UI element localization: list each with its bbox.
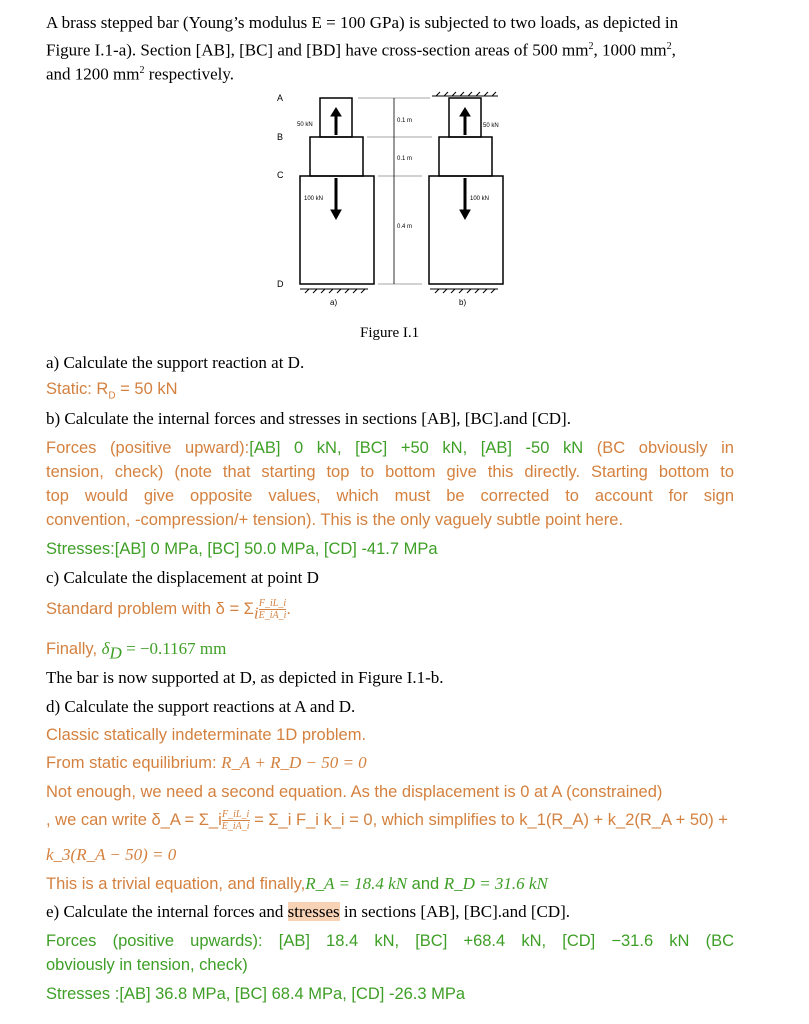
- answer-d-6: This is a trivial equation, and finally,R_A = 18.4 kN and R_D = 31.6 kN: [46, 874, 548, 893]
- load-label: 50 kN: [483, 123, 499, 129]
- dimension-label: 0.4 m: [397, 224, 413, 230]
- fraction: $\frac{F\_iL\_i}{E\_iA\_i}$: [221, 809, 250, 833]
- intro-line-3: and 1200 $mm^2$ respectively.: [46, 64, 235, 84]
- dimension-label: 0.1 m: [397, 156, 413, 162]
- answer-b-forces-2: tension, check) (note that starting top to bottom give this directly. Starting bottom to: [46, 463, 734, 481]
- load-label: 50 kN: [297, 122, 313, 128]
- fraction: $\frac{F\_iL\_i}{E\_iA\_i}$: [258, 598, 287, 622]
- answer-d-2: From static equilibrium: R_A + R_D − 50 = 0: [46, 753, 367, 772]
- question-b: b) Calculate the internal forces and stresses in sections [AB], [BC].and [CD].: [46, 409, 571, 428]
- dimension-label: 0.1 m: [397, 118, 413, 124]
- point-label: D: [277, 279, 284, 289]
- answer-b-forces-1: Forces (positive upward):[AB] 0 kN, [BC] +50 kN, [AB] -50 kN (BC obviously in: [46, 439, 734, 457]
- answer-b-forces-4: convention, -compression/+ tension). This is the only vaguely subtle point here.: [46, 511, 624, 529]
- answer-d-5: k_3(R_A − 50) = 0: [46, 845, 177, 864]
- answer-c-result: Finally, $\delta_D = -0.1167$ mm: [46, 639, 227, 663]
- question-e: e) Calculate the internal forces and stresses in sections [AB], [BC].and [CD].: [46, 902, 571, 921]
- point-label: A: [277, 93, 284, 103]
- question-a: a) Calculate the support reaction at D.: [46, 353, 305, 372]
- load-label: 100 kN: [304, 196, 324, 202]
- answer-e-forces-2: obviously in tension, check): [46, 956, 248, 974]
- load-label: 100 kN: [470, 196, 490, 202]
- answer-d-1: Classic statically indeterminate 1D problem.: [46, 726, 367, 744]
- subfigure-label: a): [330, 298, 338, 307]
- support-note: The bar is now supported at D, as depicted in Figure I.1-b.: [46, 668, 444, 687]
- question-d: d) Calculate the support reactions at A and D.: [46, 697, 356, 716]
- subfigure-label: b): [459, 298, 467, 307]
- answer-b-stresses: Stresses:[AB] 0 MPa, [BC] 50.0 MPa, [CD] -41.7 MPa: [46, 540, 438, 558]
- figure-stepped-bar: [250, 80, 520, 342]
- point-label: C: [277, 170, 284, 180]
- answer-b-forces-3: top would give opposite values, which must be corrected to account for sign: [46, 487, 734, 505]
- answer-a: Static: $R_D = 50$ kN: [46, 380, 178, 402]
- intro-line-1: A brass stepped bar (Young’s modulus E = 100 GPa) is subjected to two loads, as depicted in: [46, 13, 679, 32]
- answer-c-method: Standard problem with $\delta = \Sigma_i$ $\frac{F\_iL\_i}{E\_iA\_i}$ .: [46, 598, 291, 623]
- figure-caption: Figure I.1: [360, 325, 420, 341]
- answer-e-forces-1: Forces (positive upwards): [AB] 18.4 kN, [BC] +68.4 kN, [CD] −31.6 kN (BC: [46, 932, 734, 950]
- intro-line-2: Figure I.1-a). Section [AB], [BC] and [BD] have cross-section areas of 500 $mm^2$, 1000 $mm^2$,: [46, 40, 676, 60]
- answer-e-stresses: Stresses :[AB] 36.8 MPa, [BC] 68.4 MPa, [CD] -26.3 MPa: [46, 985, 466, 1003]
- point-label: B: [277, 132, 284, 142]
- answer-d-3: Not enough, we need a second equation. As the displacement is 0 at A (constrained): [46, 783, 663, 801]
- answer-d-4: , we can write δ_A = Σ_i $\frac{F\_iL\_i}{E\_iA\_i}$ = Σ_i F_i k_i = 0, which simplifies to k_1(R_A) + k_2(R_A + 50) +: [46, 809, 728, 833]
- question-c: c) Calculate the displacement at point D: [46, 568, 319, 587]
